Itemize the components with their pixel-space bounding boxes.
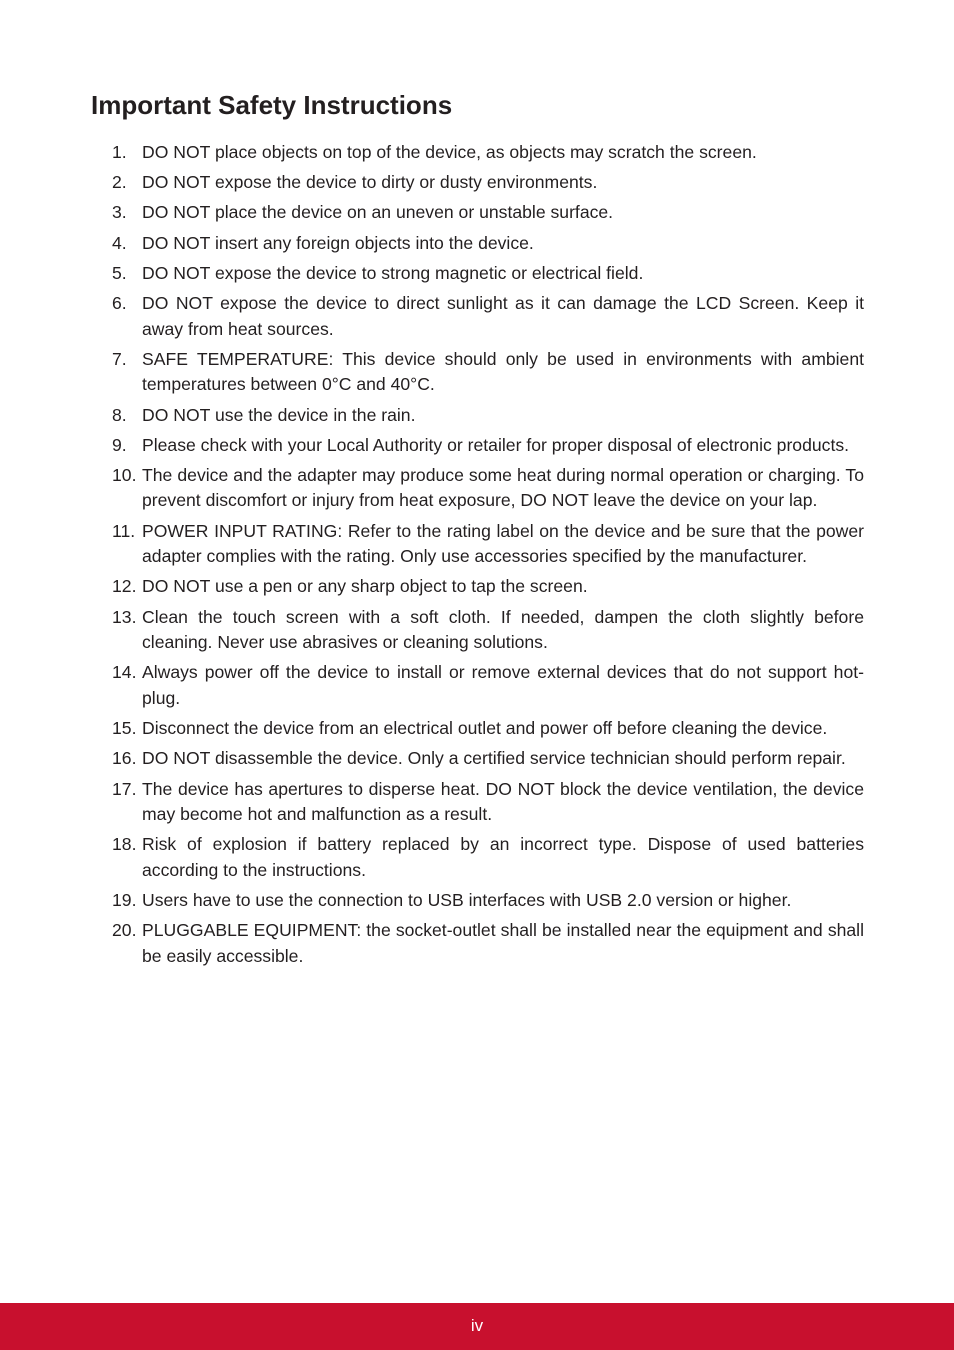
item-number: 3. (112, 202, 127, 223)
list-item (112, 170, 864, 196)
item-text: Users have to use the connection to USB interfaces with USB 2.0 version or higher. (142, 890, 792, 911)
list-item (112, 777, 864, 828)
list-item (112, 519, 864, 570)
list-item (112, 261, 864, 287)
list-item (112, 140, 864, 166)
list-item (112, 605, 864, 656)
item-number: 9. (112, 434, 127, 455)
list-item (112, 574, 864, 600)
item-text: The device has apertures to disperse heat. DO NOT block the device ventilation, the device may become hot and malfunction as a result. (142, 778, 864, 825)
safety-instruction-list (112, 140, 864, 974)
item-number: 12. (112, 576, 137, 597)
item-text: DO NOT expose the device to strong magnetic or electrical field. (142, 262, 644, 283)
item-number: 7. (112, 348, 127, 369)
item-number: 1. (112, 142, 127, 162)
item-number: 20. (112, 920, 137, 941)
item-text: DO NOT use the device in the rain. (142, 404, 416, 425)
page-number: iv (470, 1316, 484, 1335)
item-text: Clean the touch screen with a soft cloth. If needed, dampen the cloth slightly before cleaning. Never use abrasives or cleaning solutions. (142, 606, 864, 653)
item-number: 16. (112, 748, 137, 769)
list-item (112, 403, 864, 429)
list-item (112, 347, 864, 398)
item-number: 6. (112, 292, 127, 313)
list-item (112, 231, 864, 257)
item-number: 19. (112, 890, 137, 911)
list-item (112, 463, 864, 514)
item-text: DO NOT use a pen or any sharp object to tap the screen. (142, 576, 588, 597)
item-text: The device and the adapter may produce some heat during normal operation or charging. To prevent discomfort or injury from heat exposure, DO NOT leave the device on your lap. (142, 464, 864, 511)
item-text: DO NOT place objects on top of the device, as objects may scratch the screen. (142, 142, 757, 162)
item-number: 8. (112, 404, 127, 425)
list-item (112, 832, 864, 883)
list-item (112, 888, 864, 914)
item-text: DO NOT insert any foreign objects into the device. (142, 232, 534, 253)
list-item (112, 746, 864, 772)
item-number: 4. (112, 232, 127, 253)
item-text: Always power off the device to install or remove external devices that do not support hot-plug. (142, 662, 864, 708)
item-text: DO NOT expose the device to dirty or dusty environments. (142, 172, 598, 193)
item-text: DO NOT disassemble the device. Only a certified service technician should perform repair. (142, 748, 846, 769)
list-item (112, 291, 864, 342)
item-number: 17. (112, 778, 137, 799)
page-title: Important Safety Instructions (91, 90, 453, 120)
item-number: 2. (112, 172, 127, 193)
item-number: 15. (112, 718, 137, 739)
item-number: 11. (112, 520, 136, 541)
list-item (112, 200, 864, 226)
list-item (112, 660, 864, 711)
item-text: Risk of explosion if battery replaced by an incorrect type. Dispose of used batteries according to the instructions. (142, 834, 864, 880)
item-text: DO NOT expose the device to direct sunlight as it can damage the LCD Screen. Keep it away from heat sources. (142, 292, 864, 339)
footer-bar (0, 1303, 954, 1350)
list-item (112, 918, 864, 969)
item-text: DO NOT place the device on an uneven or unstable surface. (142, 202, 614, 223)
item-text: POWER INPUT RATING: Refer to the rating label on the device and be sure that the power adapter complies with the rating. Only use accessories specified by the manufacturer. (142, 520, 864, 567)
list-item (112, 716, 864, 742)
list-item (112, 433, 864, 459)
item-text: Disconnect the device from an electrical outlet and power off before cleaning the device. (142, 718, 828, 739)
item-number: 14. (112, 662, 137, 683)
item-number: 18. (112, 834, 137, 855)
item-number: 13. (112, 606, 137, 627)
item-text: Please check with your Local Authority or retailer for proper disposal of electronic products. (142, 434, 850, 455)
item-number: 10. (112, 464, 137, 485)
item-number: 5. (112, 262, 127, 283)
item-text: PLUGGABLE EQUIPMENT: the socket-outlet shall be installed near the equipment and shall be easily accessible. (142, 920, 864, 966)
item-text: SAFE TEMPERATURE: This device should only be used in environments with ambient temperatures between 0°C and 40°C. (142, 348, 864, 395)
